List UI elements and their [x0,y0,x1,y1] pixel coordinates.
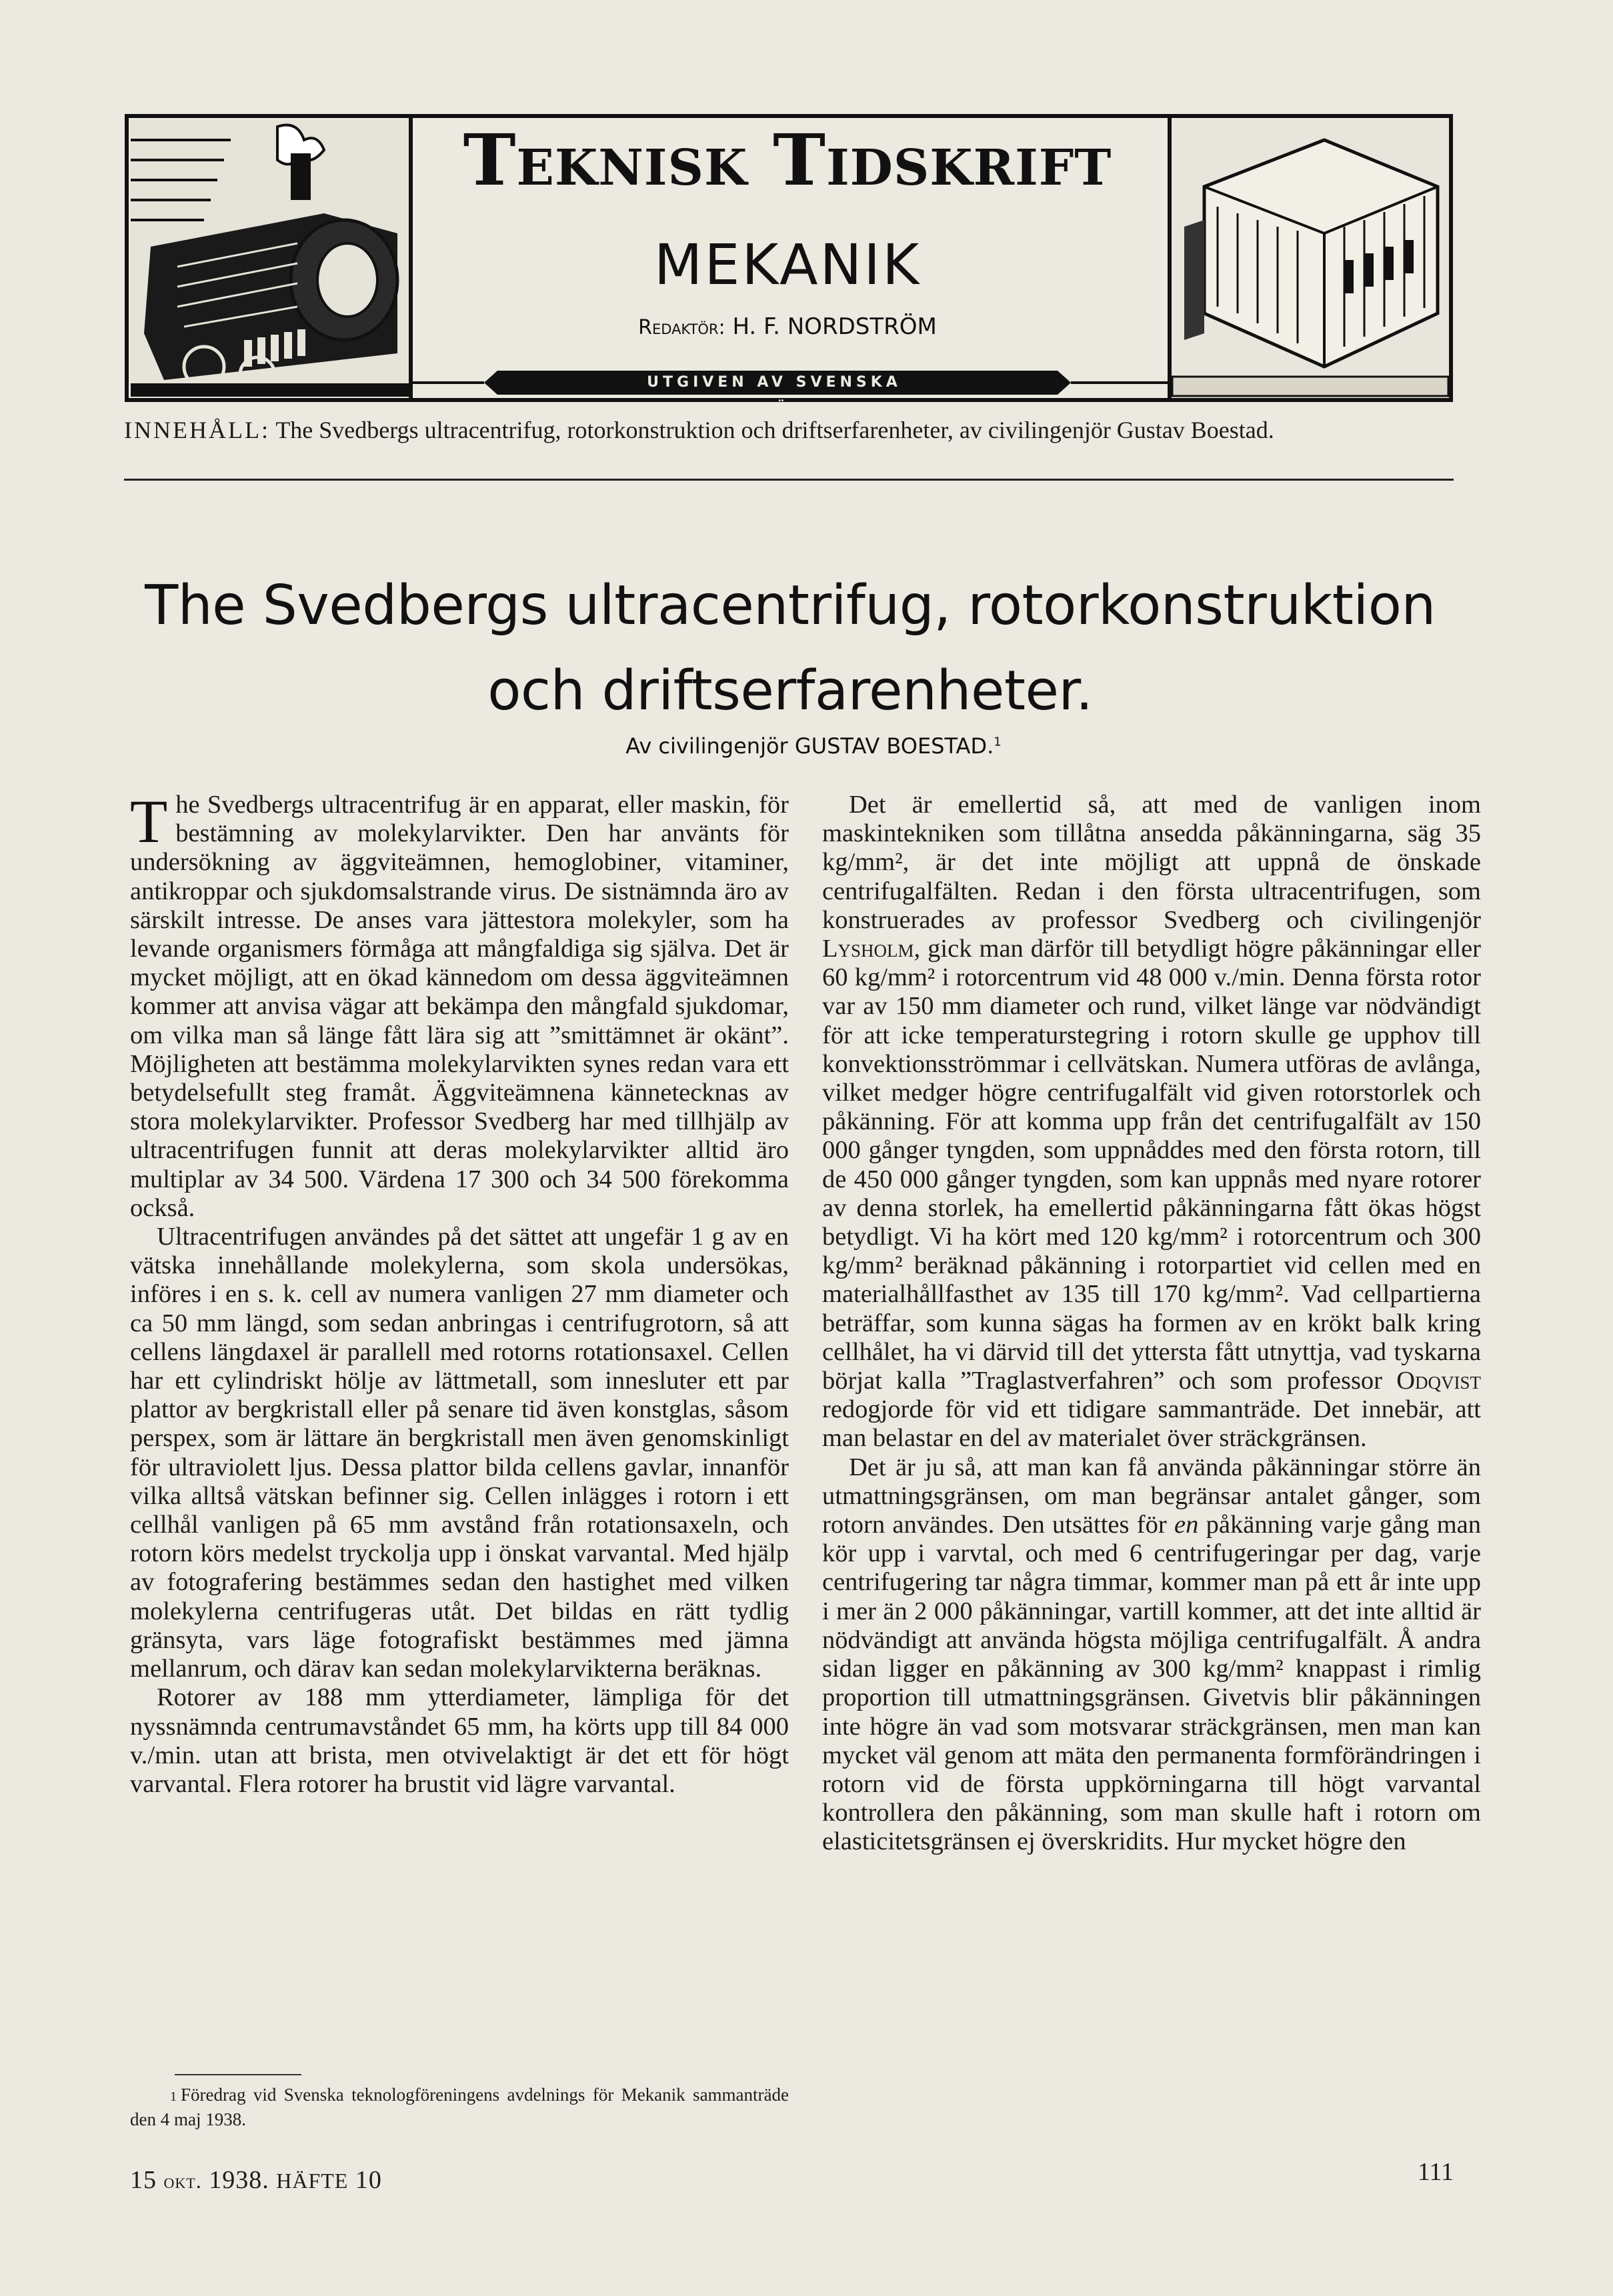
paragraph-text: Det är ju så, att man kan få använda påkänningar större än utmattningsgränsen, om man begränsar antalet gånger, som rotorn användes. Den utsättes för [822,1453,1481,1539]
byline-text: Av civilingenjör GUSTAV BOESTAD. [625,733,994,759]
engine-illustration [1172,120,1448,396]
emphasis: en [1174,1511,1199,1539]
paragraph: Ultracentrifugen användes på det sättet att ungefär 1 g av en vätska innehållande molekylerna, som skola undersökas, införes i en s. k. cell av numera vanligen 27 mm diameter och ca 50 mm längd, som sedan anbringas i centrifugrotorn, så att cellens längdaxel är parallell med rotorns rotationsaxel. Cellen har ett cylindriskt hölje av lättmetall, som innesluter ett par plattor av bergkristall eller på senare tid även konstglas, såsom perspex, som är lättare än bergkristall men även genomskinligt för ultraviolett ljus. Dessa plattor bilda cellens gavlar, innanför vilka alltså vätskan befinner sig. Cellen inlägges i rotorn i ett cellhål vanligen på 65 mm avstånd från rotationsaxeln, och rotorn körs medelst tryckolja upp i önskat varvantal. Med hjälp av fotografering bestämmes sedan den hastighet med vilken molekylerna centrifugeras utåt. Det bildas en rätt tydlig gränsyta, vars läge fotografiskt bestämmes med jämna mellanrum, och därav kan sedan molekylarvikterna beräknas. [130,1223,789,1683]
masthead [124,113,1454,417]
issue-date [130,2165,382,2195]
issue-label: HÄFTE [276,2169,349,2193]
paragraph: Rotorer av 188 mm ytterdiameter, lämpliga för det nyssnämnda centrumavståndet 65 mm, ha körts upp till 84 000 v./min. utan att brista, men otvivelaktigt är det ett för högt varvantal. Flera rotorer ha brustit vid lägre varvantal. [130,1683,789,1798]
drop-cap: T [130,787,168,855]
byline-footnote-ref: 1 [994,735,1002,749]
footnote-text: Föredrag vid Svenska teknologföreningens avdelnings för Mekanik sammanträde den 4 maj 1938. [130,2085,789,2129]
page-number: 111 [1417,2158,1454,2186]
paragraph [822,791,1481,1453]
paragraph [130,787,789,1223]
editor-label: Redaktör: [638,316,725,339]
footnote-divider [175,2074,301,2075]
paragraph-text: he Svedbergs ultracentrifug är en apparat, eller maskin, för bestämning av molekylarvikter. Den har använts för undersökning av äggviteämnen, hemoglobiner, vitaminer, antikroppar och sjukdomsalstrande virus. De sistnämnda äro av särskilt intresse. De anses vara jättestora molekyler, som ha levande organismers förmåga att mångfaldiga sig själva. Det är mycket möjligt, att en ökad kännedom om dessa äggviteämnen kommer att anvisa vägar att bekämpa den mångfald sjukdomar, om vilka man så länge fått lära sig att ”smittämnet är okänt”. Möjligheten att bestämma molekylarvikten synes redan vara ett betydelsefullt steg framåt. Äggviteämnena kännetecknas av stora molekylarvikter. Professor Svedberg har med tillhjälp av ultracentrifugen funnit att deras molekylarvikter alltid äro multiplar av 34 500. Värdena 17 300 och 34 500 förekomma också. [130,791,789,1222]
date-month: okt. [163,2169,202,2193]
divider [124,479,1454,481]
footnote-mark: 1 [170,2089,177,2104]
contents-text: The Svedbergs ultracentrifug, rotorkonstruktion och driftserfarenheter, av civilingenjör Gustav Boestad. [275,417,1274,443]
paragraph-text: påkänning varje gång man kör upp i varvtal, och med 6 centrifugeringar per dag, varje centrifugering tar några timmar, kommer man på ett år inte upp i mer än 2 000 påkänningar, vartill kommer, att det inte alltid är nödvändigt att använda högsta möjliga centrifugalfält. Å andra sidan ligger en påkänning av 300 kg/mm² knappast i rimlig proportion till utmattningsgränsen. Givetvis blir påkänningen inte högre än vad som motsvarar sträckgränsen, men man kan mycket väl genom att mäta den permanenta formförändringen i rotorn vid de första uppkörningarna till högt varvantal kontrollera den påkänning, som man skulle haft i rotorn om elasticitetsgränsen ej överskridits. Hur mycket högre den [822,1511,1482,1856]
footnote [130,2083,789,2131]
locomotive-illustration [131,120,411,397]
person-name: Lysholm [822,935,914,963]
article-column-left [130,787,789,1799]
contents-label: INNEHÅLL: [124,417,270,443]
table-of-contents [124,415,1454,445]
date-day: 15 [130,2166,157,2194]
article-title-line-2: och driftserfarenheter. [487,659,1093,723]
article-title [100,563,1480,734]
paragraph-text: , gick man därför till betydligt högre påkänningar eller 60 kg/mm² i rotorcentrum vid 48 000 v./min. Denna första rotor var av 150 mm diameter och rund, vilket länge var nödvändigt för att icke temperaturstegring i rotorn skulle ge upphov till konvektionsströmmar i cellvätskan. Numera utföras de avlånga, vilket medger högre centrifugalfält vid given rotorstorlek och påkänning. För att komma upp från det centrifugalfält av 150 000 gånger tyngden, som uppnåddes med den första rotorn, till de 450 000 gånger tyngden, som kan uppnås med nyare rotorer av denna storlek, ha emellertid påkänningarna fått ökas högst betydligt. Vi ha kört med 120 kg/mm² i rotorcentrum och 300 kg/mm² beräknad påkänning i rotorpartiet vid cellen med en materialhållfasthet av 135 till 170 kg/mm². Vad cellpartierna beträffar, som kunna sägas ha formen av en krökt balk kring cellhålet, ha vi därvid till det yttersta fått utnyttja, vad tyskarna börjat kalla ”Traglastverfahren” och som professor [822,935,1481,1395]
byline [373,733,1254,759]
article-title-line-1: The Svedbergs ultracentrifug, rotorkonstruktion [145,574,1436,637]
editor-line [404,313,1171,340]
article-column-right [822,791,1481,1857]
editor-name: H. F. NORDSTRÖM [732,313,937,340]
paragraph [822,1453,1481,1857]
publisher-text: UTGIVEN AV SVENSKA TEKNOLOGFÖRENINGEN [639,374,910,417]
person-name: Odqvist [1396,1367,1481,1395]
issue-number: 10 [355,2166,382,2194]
section-title: MEKANIK [653,232,922,297]
paragraph-text: Det är emellertid så, att med de vanligen inom maskintekniken som tillåtna ansedda påkänningarna, säg 35 kg/mm², är det inte möjligt att uppnå de önskade centrifugalfälten. Redan i den första ultracentrifugen, som konstruerades av professor Svedberg och civilingenjör [822,791,1481,934]
paragraph-text: redogjorde för vid ett tidigare sammanträde. Det innebär, att man belastar en del av materialet över sträckgränsen. [822,1395,1481,1453]
date-year: 1938. [209,2166,269,2194]
journal-title: Teknisk Tidskrift [463,118,1112,201]
